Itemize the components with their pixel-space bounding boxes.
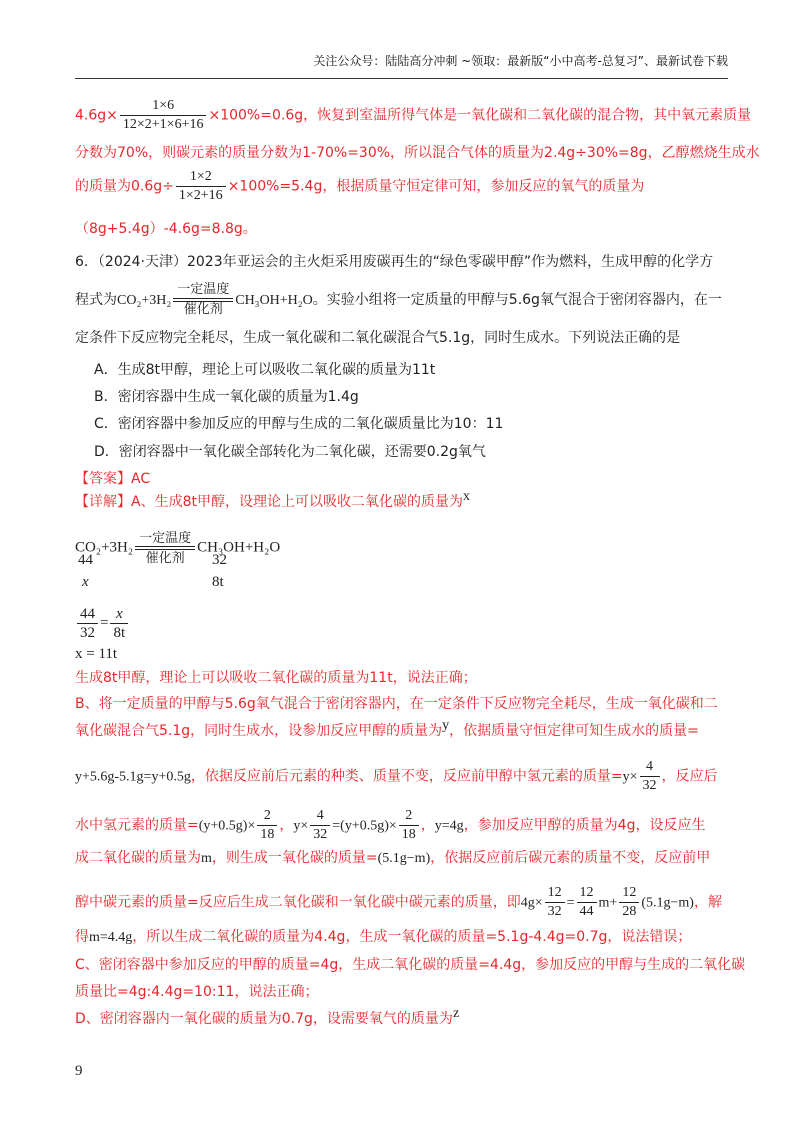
intro-line-2: 分数为70%，则碳元素的质量分数为1-70%=30%，所以混合气体的质量为2.4g÷30%=8g，乙醇燃烧生成水 — [75, 145, 760, 161]
result-x: x = 11t — [75, 646, 118, 662]
detail-b-2: 氧化碳混合气5.1g，同时生成水，设参加反应甲醇的质量为y，依据质量守恒定律可知生成水的质量= — [75, 718, 699, 739]
detail-b-7: 得m=4.4g，所以生成二氧化碳的质量为4.4g，生成一氧化碳的质量=5.1g-4.4g=0.7g，说法错误； — [75, 929, 692, 945]
detail-b-1: B、将一定质量的甲醇与5.6g氧气混合于密闭容器内，在一定条件下反应物完全耗尽，生成一氧化碳和二 — [75, 696, 718, 712]
option-c: C．密闭容器中参加反应的甲醇与生成的二氧化碳质量比为10：11 — [94, 416, 504, 432]
detail-b-4: 水中氢元素的质量=(y+0.5g)× $\frac{2}{18}$ ，y× $\frac{4}{32}$ =(y+0.5g)× $\frac{2}{18}$ ，y=4g，参加反应甲醇的质量为4g，设反应生 — [75, 808, 706, 842]
detail-a: 【详解】A、生成8t甲醇，设理论上可以吸收二氧化碳的质量为x — [75, 489, 470, 510]
var-x: x — [82, 574, 89, 590]
intro-line-4: （8g+5.4g）-4.6g=8.8g。 — [75, 221, 257, 237]
a-conclusion: 生成8t甲醇，理论上可以吸收二氧化碳的质量为11t，说法正确； — [75, 670, 477, 686]
value-8t: 8t — [212, 574, 224, 590]
question-stem-3: 定条件下反应物完全耗尽，生成一氧化碳和二氧化碳混合气5.1g，同时生成水。下列说法正确的是 — [75, 330, 681, 346]
reaction-condition: 一定温度 催化剂 — [135, 530, 195, 566]
question-stem-1: 6．（2024·天津）2023年亚运会的主火炬采用废碳再生的“绿色零碳甲醇”作为燃料，生成甲醇的化学方 — [75, 254, 714, 270]
reaction-equation: CO₂+3H₂ 一定温度 催化剂 CH₃OH+H₂O — [75, 530, 281, 565]
detail-d-1: D、密闭容器内一氧化碳的质量为0.7g，设需要氧气的质量为z — [75, 1006, 460, 1027]
page-header: 关注公众号：陆陆高分冲刺 ~领取：最新版“小中高考-总复习”、最新试卷下载 — [75, 44, 728, 79]
fraction: $\frac{1\times 6}{12\times 2+1\times 6+16}$ — [120, 97, 207, 134]
question-stem-2: 程式为CO₂+3H₂ 一定温度 催化剂 CH₃OH+H₂O。实验小组将一定质量的甲醇与5.6g氧气混合于密闭容器内，在一 — [75, 282, 722, 317]
ratio-equation: $\frac{44}{32}$ = $\frac{x}{8t}$ — [75, 605, 130, 642]
detail-b-5: 成二氧化碳的质量为m，则生成一氧化碳的质量=(5.1g−m)，依据反应前后碳元素的质量不变，反应前甲 — [75, 850, 711, 866]
molar-mass-co2: 44 — [78, 552, 93, 568]
page-number: 9 — [75, 1063, 83, 1079]
option-a: A．生成8t甲醇，理论上可以吸收二氧化碳的质量为11t — [94, 362, 436, 378]
intro-line-1: 4.6g× $\frac{1\times 6}{12\times 2+1\times 6+16}$ ×100%=0.6g，恢复到室温所得气体是一氧化碳和二氧化碳的混合物，其中氧元素质量 — [75, 98, 752, 132]
intro-line-3: 的质量为0.6g÷ $\frac{1\times 2}{1\times 2+16}$ ×100%=5.4g，根据质量守恒定律可知，参加反应的氧气的质量为 — [75, 169, 645, 203]
detail-b-3: y+5.6g-5.1g=y+0.5g，依据反应前后元素的种类、质量不变，反应前甲醇中氢元素的质量=y× $\frac{4}{32}$ ，反应后 — [75, 759, 718, 793]
reaction-condition: 一定温度 催化剂 — [173, 282, 233, 318]
answer: 【答案】AC — [75, 471, 151, 487]
detail-c-2: 质量比=4g:4.4g=10:11，说法正确； — [75, 984, 319, 1000]
detail-c-1: C、密闭容器中参加反应的甲醇的质量=4g，生成二氧化碳的质量=4.4g，参加反应的甲醇与生成的二氧化碳 — [75, 957, 746, 973]
detail-b-6: 醇中碳元素的质量=反应后生成二氧化碳和一氧化碳中碳元素的质量，即4g× $\frac{12}{32}$ = $\frac{12}{44}$ m+ $\frac{12}{28}$ (5.1g−m)，解 — [75, 885, 722, 919]
fraction: $\frac{1\times 2}{1\times 2+16}$ — [176, 168, 226, 205]
option-d: D．密闭容器中一氧化碳全部转化为二氧化碳，还需要0.2g氧气 — [94, 444, 486, 460]
option-b: B．密闭容器中生成一氧化碳的质量为1.4g — [94, 389, 359, 405]
molar-mass-ch3oh: 32 — [212, 552, 227, 568]
